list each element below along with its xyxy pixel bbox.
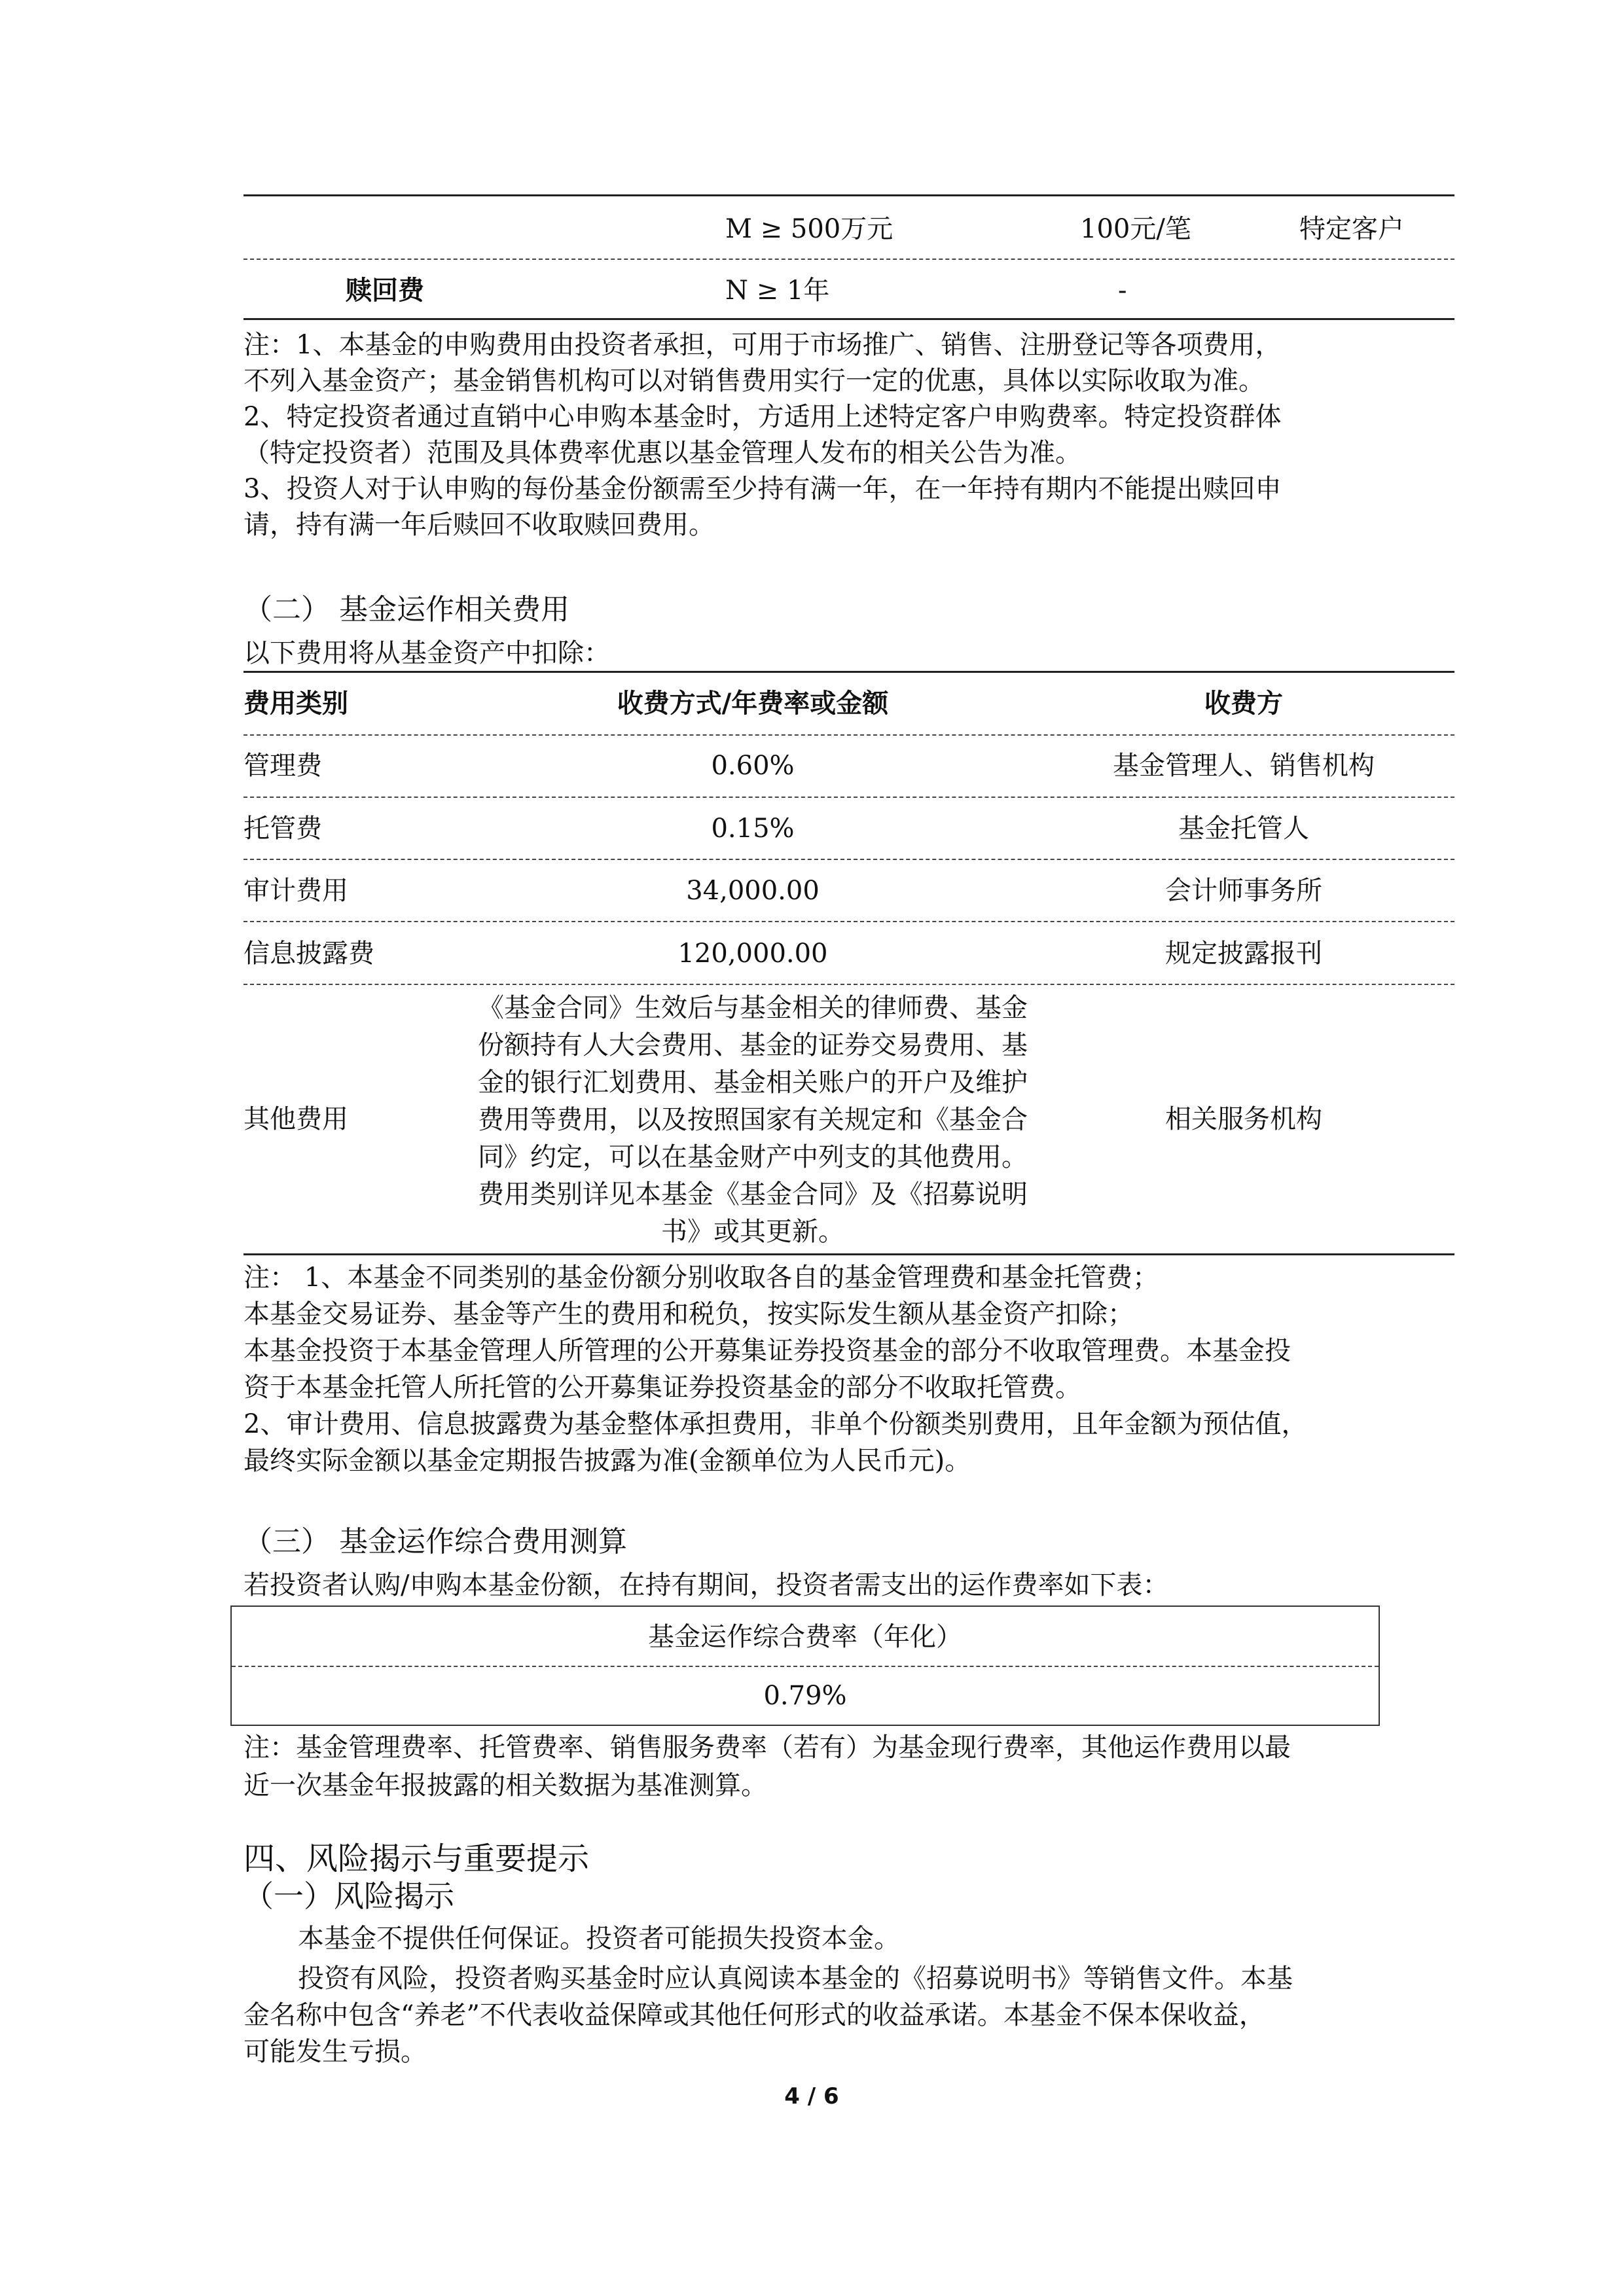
top-table-rule: [244, 194, 1454, 196]
purchase-condition: M ≥ 500万元: [725, 214, 893, 244]
composite-fee-value: 0.79%: [763, 1681, 847, 1711]
note-line: 资于本基金托管人所托管的公开募集证券投资基金的部分不收取托管费。: [244, 1372, 1081, 1403]
note-line: 注： 1、本基金不同类别的基金份额分别收取各自的基金管理费和基金托管费；: [244, 1263, 1159, 1293]
fee-row-payee: 规定披露报刊: [1165, 939, 1322, 969]
row-divider: [244, 797, 1454, 798]
note-line: 不列入基金资产；基金销售机构可以对销售费用实行一定的优惠，具体以实际收取为准。: [244, 366, 1265, 396]
fee-row-payee: 基金托管人: [1178, 814, 1309, 844]
note-line: 最终实际金额以基金定期报告披露为准(金额单位为人民币元)。: [244, 1446, 971, 1476]
redemption-fee: -: [1118, 276, 1127, 306]
risk-paragraph-1: 本基金不提供任何保证。投资者可能损失投资本金。: [298, 1924, 900, 1954]
fee-table-header-category: 费用类别: [244, 689, 348, 719]
fee-row-rate: 0.15%: [711, 814, 795, 844]
purchase-customer-type: 特定客户: [1299, 214, 1404, 244]
section-2-title: （二） 基金运作相关费用: [244, 593, 569, 626]
top-table-bottom-rule: [244, 318, 1454, 320]
fee-row-rate: 0.60%: [711, 751, 795, 781]
row-divider: [244, 921, 1454, 922]
other-fee-desc-line: 书》或其更新。: [661, 1217, 844, 1247]
fee-row-category: 审计费用: [244, 876, 348, 906]
other-fee-desc-line: 份额持有人大会费用、基金的证券交易费用、基: [478, 1030, 1028, 1060]
fee-table-top-rule: [244, 671, 1454, 673]
note-line: 2、审计费用、信息披露费为基金整体承担费用，非单个份额类别费用，且年金额为预估值，: [244, 1409, 1308, 1439]
fee-table-header-payee: 收费方: [1204, 689, 1283, 719]
paragraph-line: 可能发生亏损。: [244, 2037, 427, 2067]
note-line: 请，持有满一年后赎回不收取赎回费用。: [244, 510, 715, 540]
other-fee-desc-line: 金的银行汇划费用、基金相关账户的开户及维护: [478, 1067, 1028, 1098]
note-line: 注：1、本基金的申购费用由投资者承担，可用于市场推广、销售、注册登记等各项费用，: [244, 330, 1282, 360]
note-line: 本基金交易证券、基金等产生的费用和税负，按实际发生额从基金资产扣除；: [244, 1299, 1134, 1329]
fee-row-category: 管理费: [244, 751, 322, 781]
row-divider: [244, 734, 1454, 736]
fee-row-payee: 基金管理人、销售机构: [1113, 751, 1375, 781]
redemption-condition: N ≥ 1年: [725, 276, 830, 306]
other-fee-desc-line: 《基金合同》生效后与基金相关的律师费、基金: [478, 993, 1028, 1023]
paragraph-line: 投资有风险，投资者购买基金时应认真阅读本基金的《招募说明书》等销售文件。本基: [298, 1964, 1293, 1994]
redemption-fee-label: 赎回费: [346, 276, 424, 306]
row-divider: [244, 984, 1454, 985]
page-number: 4 / 6: [784, 2083, 839, 2109]
fee-table-header-method: 收费方式/年费率或金额: [617, 689, 889, 719]
section-2-intro: 以下费用将从基金资产中扣除：: [244, 638, 610, 668]
section-4-subtitle: （一）风险揭示: [244, 1878, 454, 1914]
note-line: 2、特定投资者通过直销中心申购本基金时，方适用上述特定客户申购费率。特定投资群体: [244, 402, 1282, 432]
note-line: 注：基金管理费率、托管费率、销售服务费率（若有）为基金现行费率，其他运作费用以最: [244, 1732, 1291, 1763]
fee-row-category: 其他费用: [244, 1104, 348, 1134]
row-divider: [232, 1666, 1379, 1667]
paragraph-line: 金名称中包含“养老”不代表收益保障或其他任何形式的收益承诺。本基金不保本保收益，: [244, 2000, 1265, 2030]
note-line: （特定投资者）范围及具体费率优惠以基金管理人发布的相关公告为准。: [244, 438, 1081, 468]
fee-row-payee: 会计师事务所: [1165, 876, 1322, 906]
other-fee-desc-line: 同》约定，可以在基金财产中列支的其他费用。: [478, 1142, 1028, 1172]
section-4-title: 四、风险揭示与重要提示: [244, 1840, 590, 1877]
fee-row-category: 托管费: [244, 814, 322, 844]
purchase-fee: 100元/笔: [1080, 214, 1191, 244]
row-divider: [244, 259, 1454, 260]
other-fee-desc-line: 费用类别详见本基金《基金合同》及《招募说明: [478, 1179, 1028, 1210]
fee-table-bottom-rule: [244, 1253, 1454, 1255]
note-line: 3、投资人对于认申购的每份基金份额需至少持有满一年，在一年持有期内不能提出赎回申: [244, 474, 1282, 504]
fee-row-payee: 相关服务机构: [1165, 1104, 1322, 1134]
composite-fee-table: [230, 1605, 1380, 1726]
section-3-intro: 若投资者认购/申购本基金份额，在持有期间，投资者需支出的运作费率如下表：: [244, 1570, 1169, 1600]
other-fee-desc-line: 费用等费用，以及按照国家有关规定和《基金合: [478, 1105, 1028, 1135]
fee-row-category: 信息披露费: [244, 939, 374, 969]
note-line: 近一次基金年报披露的相关数据为基准测算。: [244, 1770, 767, 1801]
fee-row-rate: 34,000.00: [686, 876, 820, 906]
fee-row-rate: 120,000.00: [677, 939, 828, 969]
composite-fee-header: 基金运作综合费率（年化）: [648, 1622, 962, 1652]
row-divider: [244, 859, 1454, 860]
section-3-title: （三） 基金运作综合费用测算: [244, 1525, 627, 1558]
note-line: 本基金投资于本基金管理人所管理的公开募集证券投资基金的部分不收取管理费。本基金投: [244, 1336, 1291, 1366]
